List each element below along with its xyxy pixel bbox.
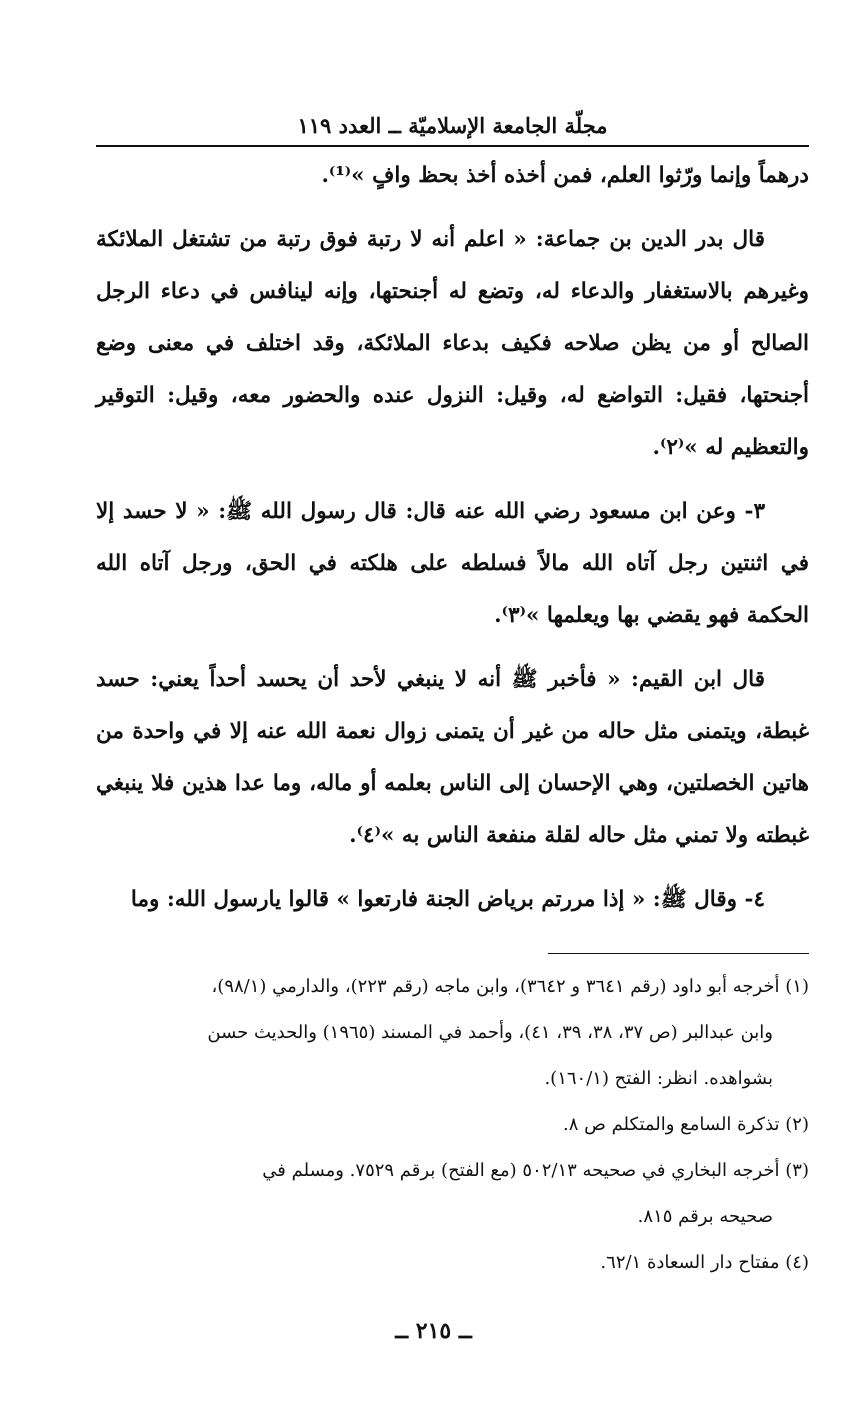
paragraph-continuation: درهماً وإنما ورّثوا العلم، فمن أخذه أخذ بحظ وافٍ »⁽¹⁾. — [321, 163, 809, 188]
footnote-3-line-2: صحيحه برقم ٨١٥. — [637, 1206, 773, 1227]
page-number: ــ ٢١٥ ــ — [395, 1318, 472, 1344]
main-text — [96, 150, 809, 938]
footnote-4: (٤) مفتاح دار السعادة ٦٢/١. — [600, 1252, 809, 1273]
paragraph-hadith-3: ٣- وعن ابن مسعود رضي الله عنه قال: قال رسول الله ﷺ: « لا حسد إلا في اثنتين رجل آتاه الله مالاً فسلطه على هلكته في الحق، ورجل آتاه الله الحكمة فهو يقضي بها ويعلمها »⁽٣⁾. — [96, 499, 809, 628]
footnote-separator — [548, 953, 809, 954]
running-header: مجلّة الجامعة الإسلاميّة ــ العدد ١١٩ — [297, 113, 608, 138]
header-rule — [96, 145, 809, 147]
paragraph-hadith-4: ٤- وقال ﷺ: « إذا مررتم برياض الجنة فارتعوا » قالوا يارسول الله: وما — [130, 887, 765, 912]
paragraph-ibn-jamaah: قال بدر الدين بن جماعة: « اعلم أنه لا رتبة فوق رتبة من تشتغل الملائكة وغيرهم بالاستغفار والدعاء له، وتضع له أجنحتها، وإنه لينافس في دعاء الرجل الصالح أو من يظن صلاحه فكيف بدعاء الملائكة، وقد اختلف في معنى وضع أجنحتها، فقيل: التواضع له، وقيل: النزول عنده والحضور معه، وقيل: التوقير والتعظيم له »⁽٢⁾. — [96, 227, 809, 460]
paragraph-ibn-alqayyim: قال ابن القيم: « فأخبر ﷺ أنه لا ينبغي لأحد أن يحسد أحداً يعني: حسد غبطة، ويتمنى مثل حاله من غير أن يتمنى زوال نعمة الله عنه إلا في واحدة من هاتين الخصلتين، وهي الإحسان إلى الناس بعلمه أو ماله، وما عدا هذين فلا ينبغي غبطته ولا تمني مثل حاله لقلة منفعة الناس به »⁽٤⁾. — [96, 667, 809, 848]
footnote-2: (٢) تذكرة السامع والمتكلم ص ٨. — [562, 1114, 809, 1135]
footnote-1-line-2: وابن عبدالبر (ص ٣٧، ٣٨، ٣٩، ٤١)، وأحمد في المسند (١٩٦٥) والحديث حسن — [207, 1022, 773, 1043]
footnotes — [96, 964, 809, 1286]
footnote-3-line-1: (٣) أخرجه البخاري في صحيحه ٥٠٢/١٣ (مع الفتح) برقم ٧٥٢٩. ومسلم في — [262, 1160, 809, 1181]
footnote-1-line-1: (١) أخرجه أبو داود (رقم ٣٦٤١ و ٣٦٤٢)، وابن ماجه (رقم ٢٢٣)، والدارمي (٩٨/١)، — [211, 976, 809, 997]
footnote-1-line-3: بشواهده. انظر: الفتح (١٦٠/١). — [544, 1068, 773, 1089]
